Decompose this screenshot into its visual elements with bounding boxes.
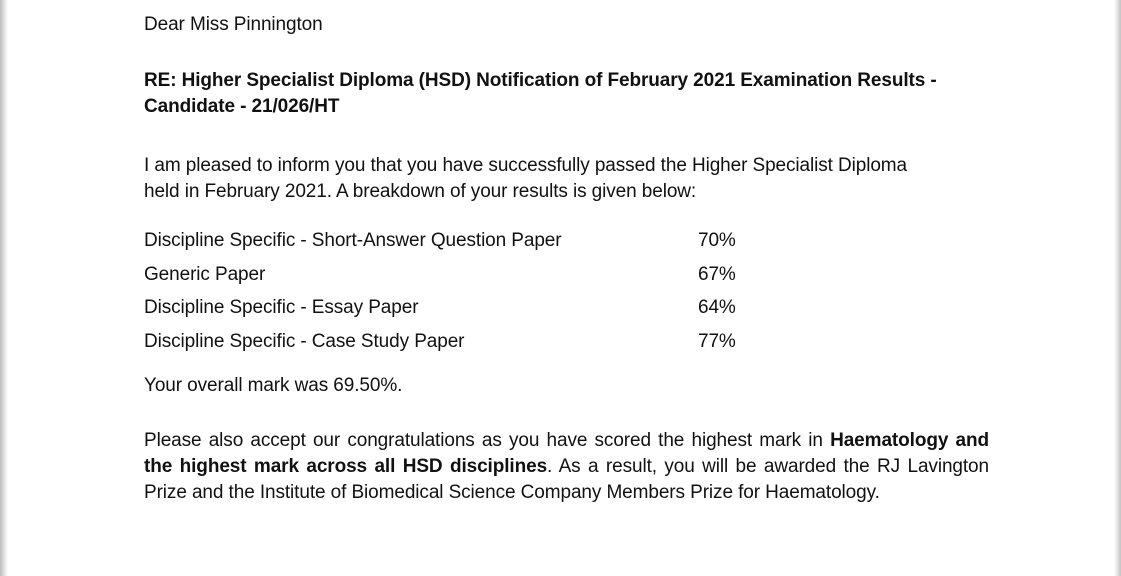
result-subject: Discipline Specific - Essay Paper [144,297,419,318]
page-edge-right [1114,0,1121,576]
congratulations-paragraph [144,428,989,506]
result-mark: 64% [698,297,736,318]
congrats-text-1: Please also accept our congratulations as you have scored the highest mark in [144,430,831,451]
congrats-emphasis: Haematology and the highest mark across all HSD disciplines [144,430,989,477]
results-list [144,224,994,358]
subject-line-1: RE: Higher Specialist Diploma (HSD) Notification of February 2021 Examination Results - [144,70,937,91]
subject-heading [144,68,994,120]
result-row [144,291,994,325]
intro-line-2: held in February 2021. A breakdown of your results is given below: [144,181,697,202]
salutation: Dear Miss Pinnington [144,14,323,35]
result-row [144,258,994,292]
congrats-text-2: . As a result, you will be awarded the RJ Lavington Prize and the Institute of Biomedical Science Company Members Prize for Haematology. [144,456,989,503]
letter-body [144,12,994,506]
result-subject: Generic Paper [144,263,266,285]
result-mark: 77% [698,330,736,352]
subject-line-2: Candidate - 21/026/HT [144,96,340,117]
intro-paragraph [144,153,994,205]
result-row [144,325,994,359]
result-subject: Discipline Specific - Short-Answer Question Paper [144,230,562,251]
page-edge-left [0,0,8,576]
result-subject: Discipline Specific - Case Study Paper [144,330,465,352]
result-row [144,224,994,258]
result-mark: 70% [698,230,736,251]
overall-mark: Your overall mark was 69.50%. [144,375,403,396]
intro-line-1: I am pleased to inform you that you have successfully passed the Higher Specialist Diploma [144,155,908,176]
result-mark: 67% [698,263,736,285]
